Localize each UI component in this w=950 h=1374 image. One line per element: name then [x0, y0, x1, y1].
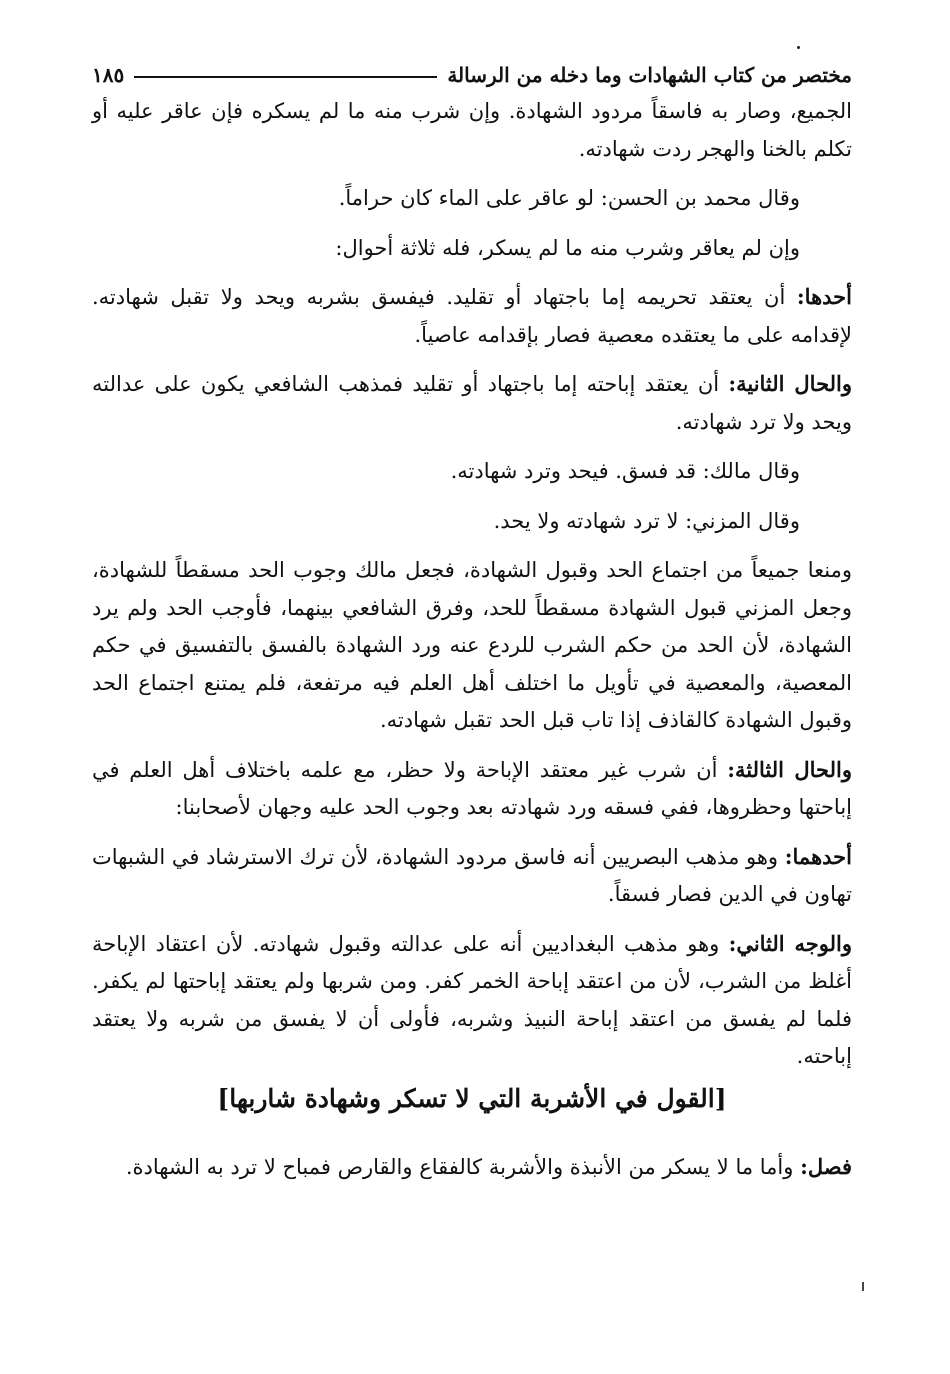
header-title: مختصر من كتاب الشهادات وما دخله من الرسالة [447, 63, 852, 87]
paragraph-text: أن يعتقد إباحته إما باجتهاد أو تقليد فمذهب الشافعي يكون على عدالته ويحد ولا ترد شهادته. [92, 372, 852, 434]
paragraph-lead: والحال الثانية: [728, 371, 852, 396]
paragraph-lead: أحدهما: [784, 843, 852, 869]
paragraph-9 [92, 751, 852, 827]
paragraph-text: وقال المزني: لا ترد شهادته ولا يحد. [493, 508, 800, 533]
paragraph-2 [92, 179, 852, 218]
paragraph-text: أن يعتقد تحريمه إما باجتهاد أو تقليد. فيفسق بشربه ويحد ولا تقبل شهادته. لإقدامه على ما يعتقده معصية فصار بإقدامه عاصياً. [92, 285, 852, 347]
paragraph-lead: أحدها: [796, 284, 852, 309]
section-heading: [القول في الأشربة التي لا تسكر وشهادة شاربها] [217, 1083, 727, 1113]
print-speck [797, 46, 800, 49]
paragraph-text: أن شرب غير معتقد الإباحة ولا حظر، مع علمه باختلاف أهل العلم في إباحتها وحظروها، ففي فسقه ورد شهادته بعد وجوب الحد عليه وجهان لأصحابنا: [92, 757, 852, 819]
paragraph-6 [92, 452, 852, 491]
body-text [92, 92, 852, 1076]
paragraph-text: وأما ما لا يسكر من الأنبذة والأشربة كالفقاع والقارص فمباح لا ترد به الشهادة. [125, 1154, 801, 1179]
paragraph-text: الجميع، وصار به فاسقاً مردود الشهادة. وإن شرب منه ما لم يسكره فإن عاقر عليه أو تكلم بالخنا والهجر ردت شهادته. [92, 99, 852, 161]
paragraph-text: وهو مذهب البغداديين أنه على عدالته وقبول شهادته. لأن اعتقاد الإباحة أغلظ من الشرب، لأن من اعتقد إباحة الخمر كفر. ومن شربها ولم يعتقد إباحتها لم يكفر. فلما لم يفسق من اعتقد إباحة النبيذ وشربه، فأولى أن لا يفسق من شربه ولا يعتقد إباحته. [92, 931, 852, 1068]
paragraph-12 [92, 1148, 852, 1187]
paragraph-text: ومنعا جميعاً من اجتماع الحد وقبول الشهادة، فجعل مالك وجوب الحد مسقطاً للشهادة، وجعل المزني قبول الشهادة مسقطاً للحد، وفرق الشافعي بينهما، فأوجب الحد ولم يرد الشهادة، لأن الحد من حكم الشرب للردع عنه ورد الشهادة بالفسق بالتفسيق في حكم المعصية، والمعصية في تأويل ما اختلف أهل العلم فيه مرتفعة، فلم يمتنع اجتماع الحد وقبول الشهادة كالقاذف إذا تاب قبل الحد تقبل شهادته. [92, 558, 852, 732]
paragraph-11 [92, 925, 852, 1076]
paragraph-1 [92, 92, 852, 168]
paragraph-lead: فصل: [800, 1153, 852, 1179]
paragraph-text: وقال محمد بن الحسن: لو عاقر على الماء كان حراماً. [338, 186, 800, 210]
paragraph-text: وإن لم يعاقر وشرب منه ما لم يسكر، فله ثلاثة أحوال: [335, 235, 800, 260]
paragraph-7 [92, 502, 852, 541]
paragraph-text: وهو مذهب البصريين أنه فاسق مردود الشهادة، لأن ترك الاسترشاد في الشبهات تهاون في الدين فصار فسقاً. [92, 844, 852, 906]
paragraph-lead: والحال الثالثة: [727, 756, 852, 782]
book-page [92, 58, 852, 1186]
paragraph-lead: والوجه الثاني: [728, 930, 852, 956]
paragraph-text: وقال مالك: قد فسق. فيحد وترد شهادته. [450, 459, 800, 483]
paragraph-3 [92, 229, 852, 268]
header-rule [134, 76, 437, 78]
paragraph-10 [92, 838, 852, 914]
final-section [92, 1148, 852, 1187]
margin-tick [862, 1282, 864, 1291]
paragraph-4 [92, 278, 852, 354]
paragraph-5 [92, 365, 852, 441]
page-number: ١٨٥ [92, 63, 125, 87]
paragraph-8 [92, 551, 852, 740]
running-header [92, 58, 852, 92]
